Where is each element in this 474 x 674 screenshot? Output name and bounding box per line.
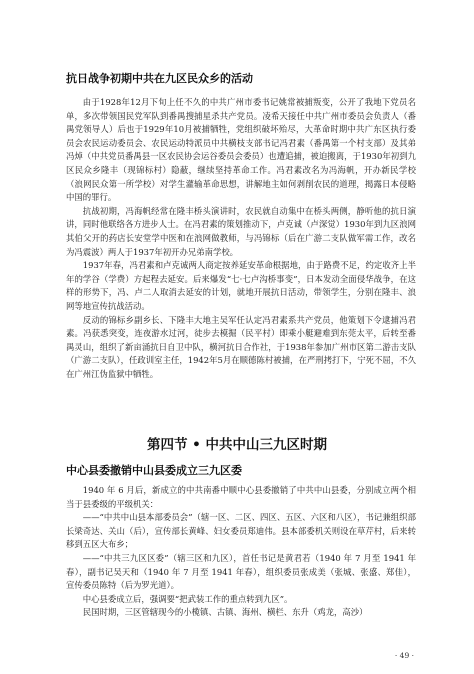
paragraph: ——“中共三九区区委”（辖三区和九区），首任书记是黄君若（1940 年 7 月至 1941 年春），副书记吴天和（1940 年 7 月至 1941 年春），组织委员张成美（张城、张盛、郑佳），宣传委员陈特（后为罗光道）。 <box>66 552 416 591</box>
paragraph: 反动的锦标乡副乡长、下隆丰大地主吴军任认定冯君素系共产党员，他策划下令逮捕冯君素。冯获悉突变，连夜游水过河，徒步去模掘（民平村）即乘小艇避难到东莞太平，后转至番禺灵山，组织了新亩涌抗日自卫中队，横河抗日合作社，于1938年参加广州市区第二游击支队（广游二支队），任政训室主任，1942年5月在顺德陈村被捕，在严刑拷打下，宁死不屈，不久在广州江伪监狱中牺牲。 <box>66 314 416 379</box>
paragraph: 抗战初期，冯海帆经常在隆丰桥头演讲时，农民就自动集中在桥头两侧，静听他的抗日演讲，同时他联络各方进步人士。在冯君素的策划推动下，卢克诚（卢深觉）1930年到九区浪网其伯父开的药店长安堂学中医和在浪网做教师，与冯锦标（后在广游二支队做军需工作，改名为冯震波）两人于1937年初开办兄弟南学校。 <box>66 205 416 257</box>
section-title: 第四节 • 中共中山三九区时期 <box>146 437 328 453</box>
article-heading-2: 中心县委撤销中山县委成立三九区委 <box>66 464 242 477</box>
paragraph: 民国时期，三区管辖现今的小榄镇、古镇、海州、横栏、东升（鸡龙，高沙） <box>82 607 368 618</box>
paragraph: 1937年春，冯君素和卢克诚两人商定按养延安革命根据地，由于路费不足，约定收齐上半年的学谷（学费）方起程去延安。后来爆发“七·七卢沟桥事变”，日本发动全面侵华战争，在这样的形势下，冯、卢二人取消去延安的计划，就地开展抗日活动，带领学生，分别在隆丰、浪网等地宣传抗战活动。 <box>66 260 416 311</box>
article-body-2 <box>66 484 416 620</box>
page-number: · 49 · <box>394 651 414 660</box>
paragraph: ——“中共中山县本部委员会”（辖一区、二区、四区、五区、六区和八区），书记兼组织部长梁奇达、关山（后），宣传部长黄峰、妇女委员郑迪伟。县本部委机关则设在草芹村，后来转移到五区大布乡； <box>66 512 416 550</box>
article-heading-1: 抗日战争初期中共在九区民众乡的活动 <box>66 72 253 85</box>
article-body-1 <box>66 96 416 381</box>
paragraph: 中心县委成立后，强调要“把武装工作的重点转到九区”。 <box>82 593 293 604</box>
paragraph: 由于1928年12月下旬上任不久的中共广州市委书记姚常被捕叛变，公开了我地下党员名单，多次带领国民党军队到番禺搜捕星杀共产党员。凌希天接任中共广州市委员会负责人（番禺党领导人）后也于1929年10月被捕牺牲，党组织破坏殆尽，大革命时期中共广东区执行委员会农民运动委员会、农民运动特派员中共横枝支部书记冯君素（番禺第一个村支部）及其弟冯焯（中共党员番禺县一区农民协会运谷委员会委员）也遭追捕，被迫搬离，于1930年初到九区民众乡隆丰（现锦标村）隐蔽，继续坚持革命工作。冯君素改名为冯海帆，开办新民学校（浪网民众第一所学校）对学生灌输革命思想，讲解地主如何剥削农民的道理，揭露日本侵略中国的罪行。 <box>66 97 416 203</box>
paragraph: 1940 年 6 月后，新成立的中共南番中顺中心县委撤销了中共中山县委，分别成立两个相当于县委级的平级机关： <box>66 485 416 509</box>
